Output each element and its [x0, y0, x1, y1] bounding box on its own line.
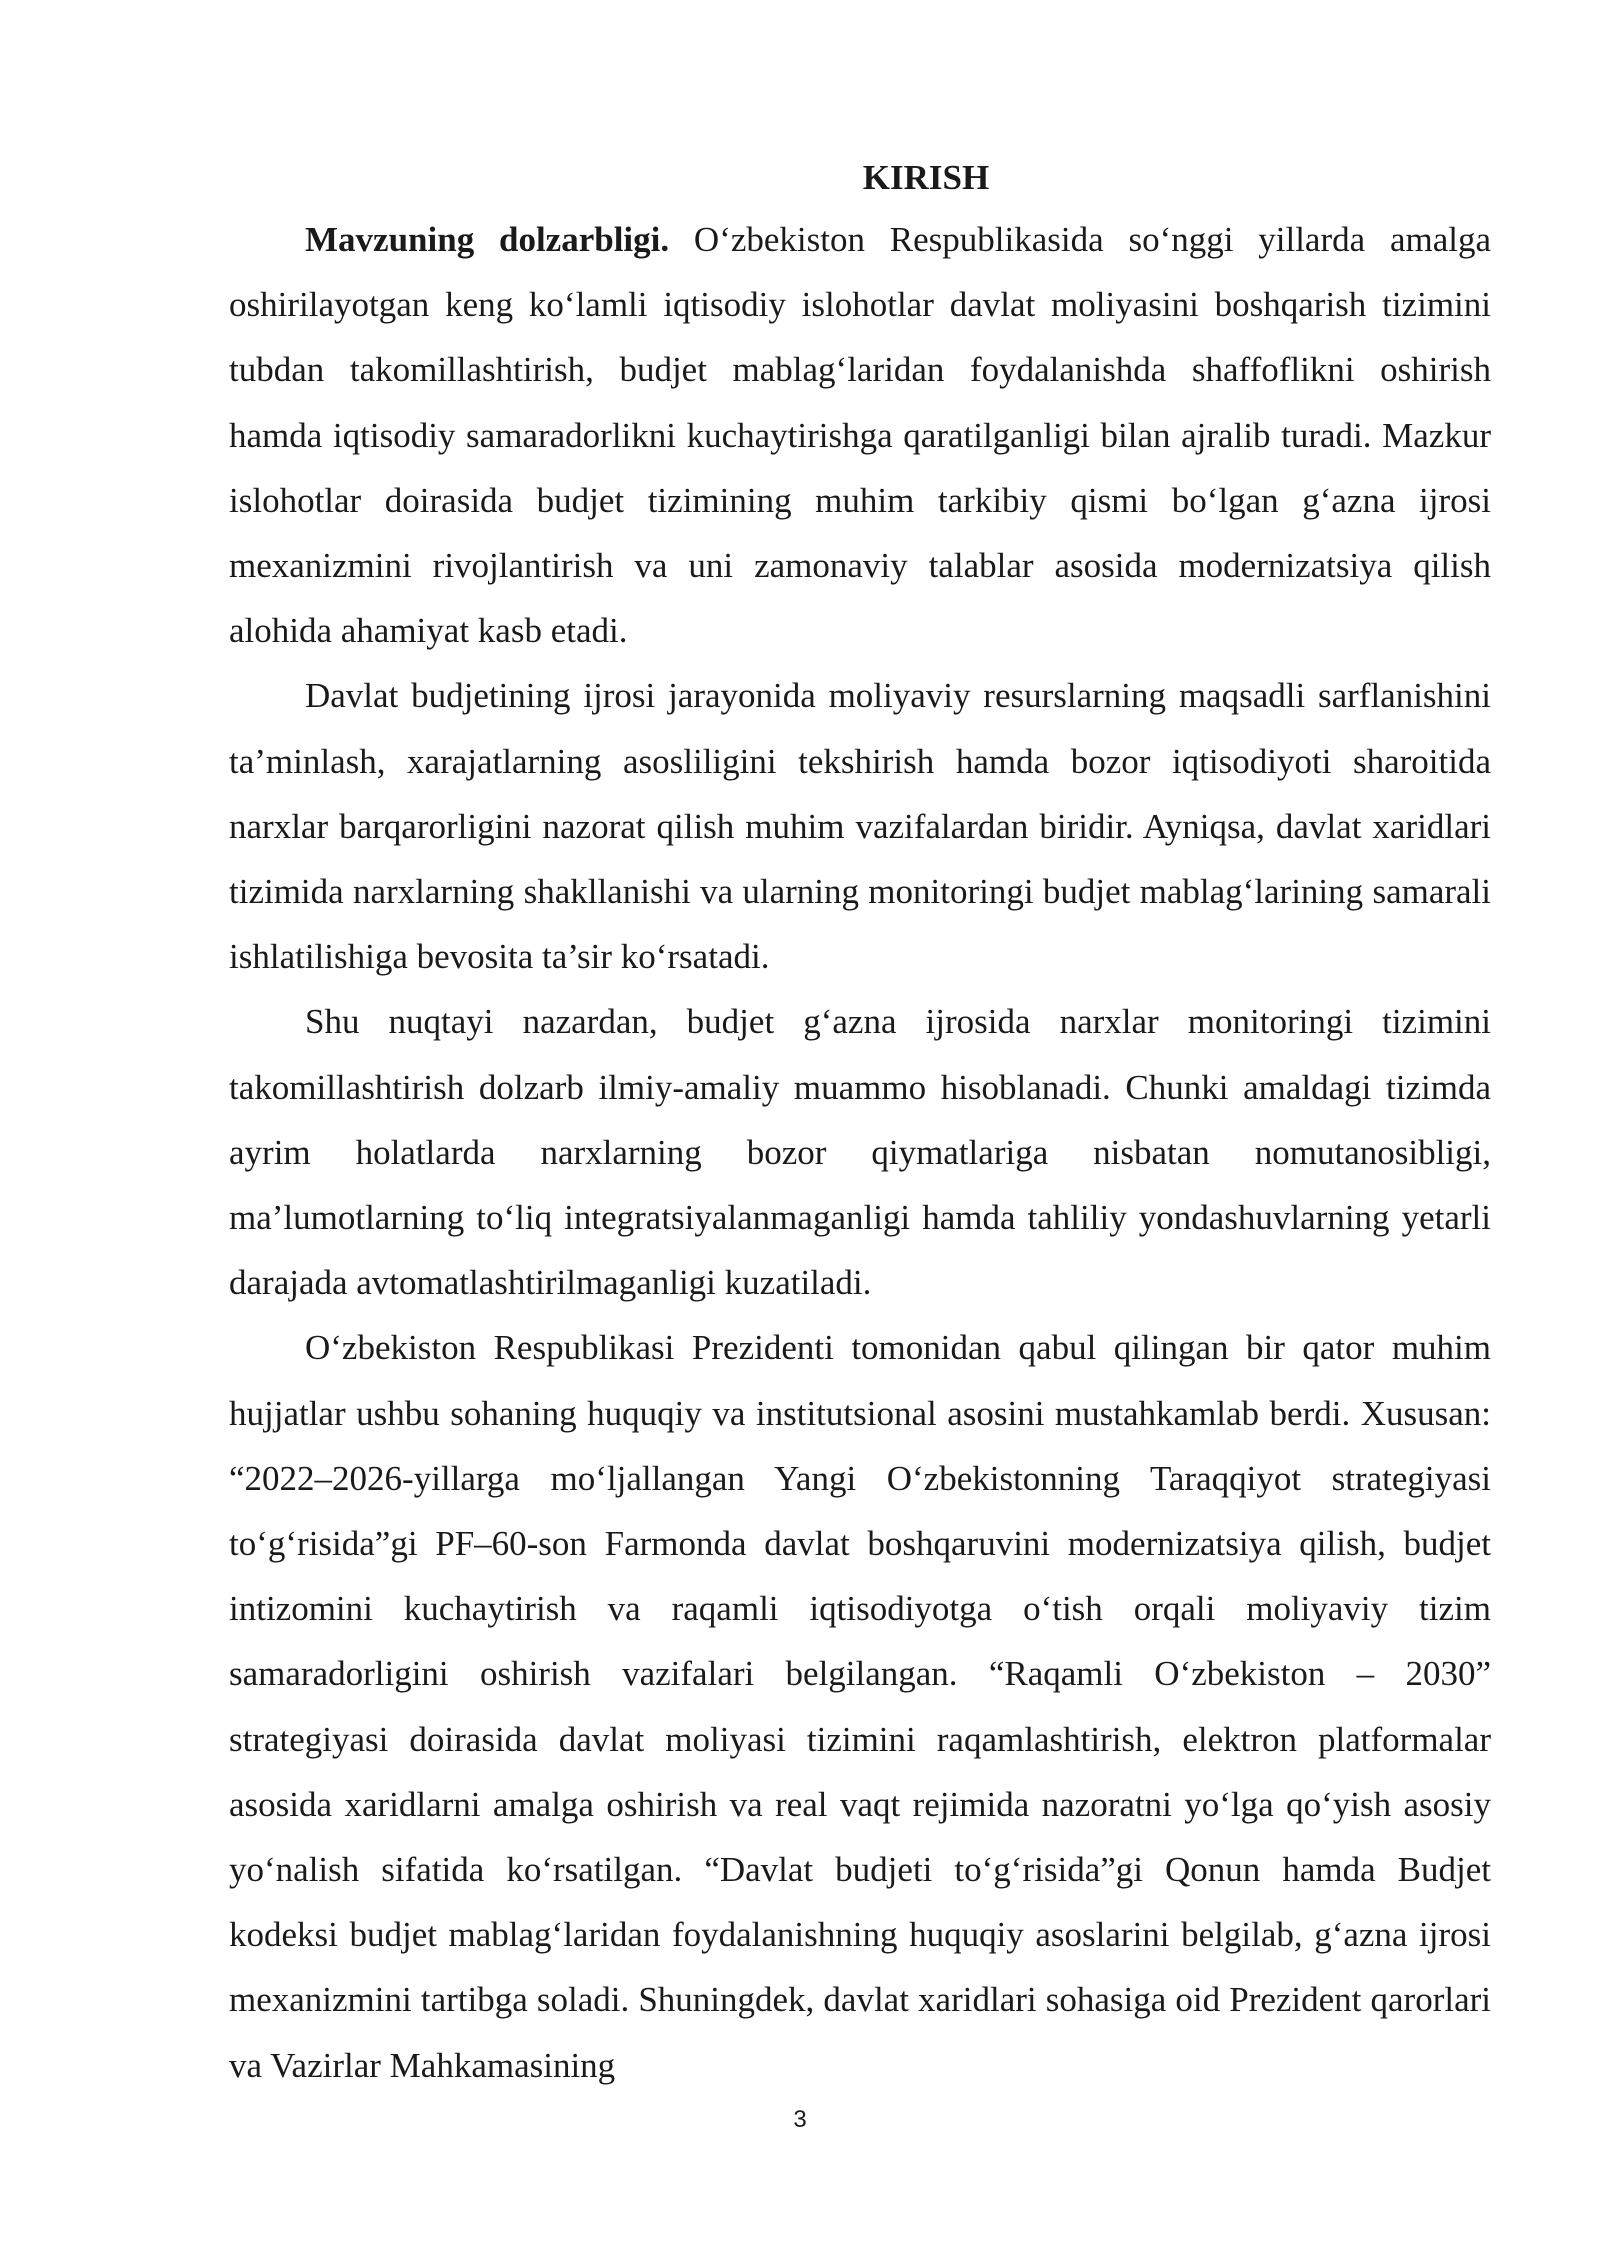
- paragraph-text: O‘zbekiston Respublikasida so‘nggi yillarda amalga oshirilayotgan keng ko‘lamli iqtisodiy islohotlar davlat moliyasini boshqarish tizimini tubdan takomillashtirish, budjet mablag‘laridan foydalanishda shaffoflikni oshirish hamda iqtisodiy samaradorlikni kuchaytirishga qaratilganligi bilan ajralib turadi. Mazkur islohotlar doirasida budjet tizimining muhim tarkibiy qismi bo‘lgan g‘azna ijrosi mexanizmini rivojlantirish va uni zamonaviy talablar asosida modernizatsiya qilish alohida ahamiyat kasb etadi.: [229, 220, 1491, 651]
- paragraph-price-monitoring: [229, 989, 1491, 1315]
- paragraph-text: O‘zbekiston Respublikasi Prezidenti tomonidan qabul qilingan bir qator muhim hujjatlar ushbu sohaning huquqiy va institutsional asosini mustahkamlab berdi. Xususan: “2022–2026-yillarga mo‘ljallangan Yangi O‘zbekistonning Taraqqiyot strategiyasi to‘g‘risida”gi PF–60-son Farmonda davlat boshqaruvini modernizatsiya qilish, budjet intizomini kuchaytirish va raqamli iqtisodiyotga o‘tish orqali moliyaviy tizim samaradorligini oshirish vazifalari belgilangan. “Raqamli O‘zbekiston – 2030” strategiyasi doirasida davlat moliyasi tizimini raqamlashtirish, elektron platformalar asosida xaridlarni amalga oshirish va real vaqt rejimida nazoratni yo‘lga qo‘yish asosiy yo‘nalish sifatida ko‘rsatilgan. “Davlat budjeti to‘g‘risida”gi Qonun hamda Budjet kodeksi budjet mablag‘laridan foydalanishning huquqiy asoslarini belgilab, g‘azna ijrosi mexanizmini tartibga soladi. Shuningdek, davlat xaridlari sohasiga oid Prezident qarorlari va Vazirlar Mahkamasining: [229, 1328, 1491, 2085]
- section-title: KIRISH: [862, 158, 990, 197]
- page-number: 3: [793, 2106, 807, 2133]
- paragraph-legal-basis: [229, 1315, 1491, 2097]
- paragraph-relevance: [229, 207, 1491, 663]
- paragraph-budget-execution: [229, 663, 1491, 989]
- paragraph-text: Shu nuqtayi nazardan, budjet g‘azna ijrosida narxlar monitoringi tizimini takomillashtirish dolzarb ilmiy-amaliy muammo hisoblanadi. Chunki amaldagi tizimda ayrim holatlarda narxlarning bozor qiymatlariga nisbatan nomutanosibligi, ma’lumotlarning to‘liq integratsiyalanmaganligi hamda tahliliy yondashuvlarning yetarli darajada avtomatlashtirilmaganligi kuzatiladi.: [229, 1002, 1491, 1303]
- paragraph-lead: Mavzuning dolzarbligi.: [305, 220, 670, 259]
- page-content: [229, 145, 1491, 2098]
- paragraph-text: Davlat budjetining ijrosi jarayonida moliyaviy resurslarning maqsadli sarflanishini ta’minlash, xarajatlarning asosliligini tekshirish hamda bozor iqtisodiyoti sharoitida narxlar barqarorligini nazorat qilish muhim vazifalardan biridir. Ayniqsa, davlat xaridlari tizimida narxlarning shakllanishi va ularning monitoringi budjet mablag‘larining samarali ishlatilishiga bevosita ta’sir ko‘rsatadi.: [229, 676, 1491, 977]
